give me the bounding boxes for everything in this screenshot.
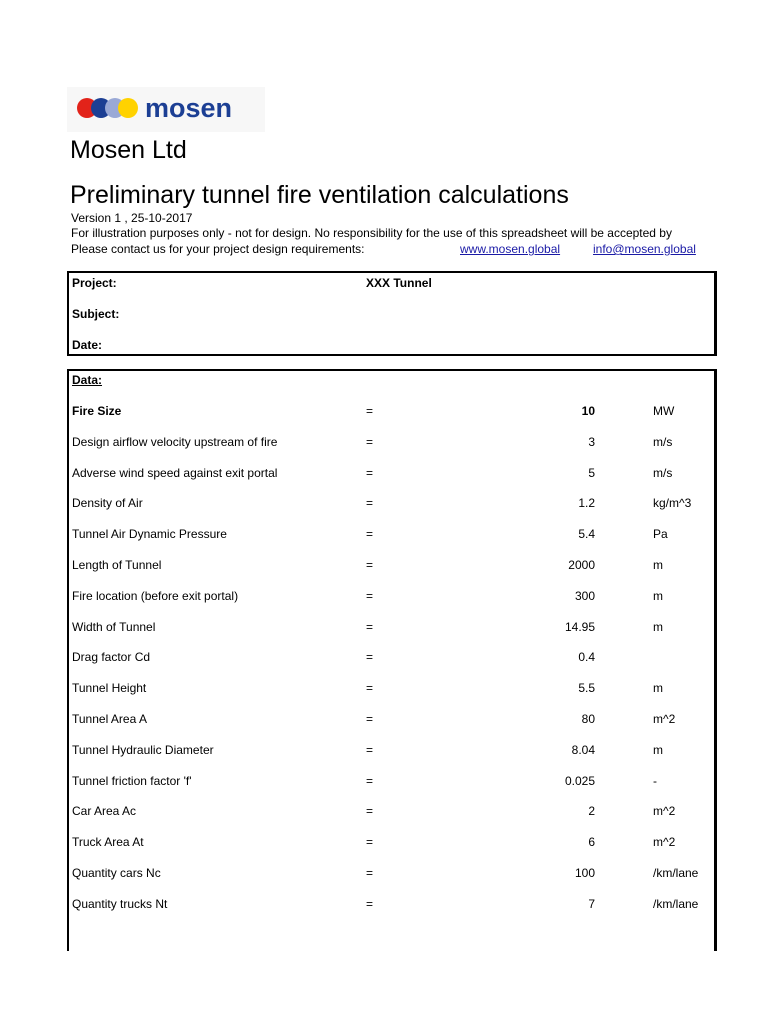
row-label: Width of Tunnel bbox=[72, 620, 156, 634]
row-equals: = bbox=[366, 774, 374, 788]
row-equals: = bbox=[366, 589, 374, 603]
row-equals: = bbox=[366, 558, 374, 572]
disclaimer-text: For illustration purposes only - not for design. No responsibility for the use of this spreadsheet will be accepted by bbox=[71, 226, 672, 240]
row-equals: = bbox=[366, 897, 374, 911]
row-unit: m bbox=[653, 558, 663, 572]
row-value[interactable]: 100 bbox=[574, 866, 595, 880]
row-unit: /km/lane bbox=[653, 866, 699, 880]
row-unit: m bbox=[653, 743, 663, 757]
row-value[interactable]: 0.4 bbox=[578, 650, 595, 664]
row-value[interactable]: 2 bbox=[588, 804, 595, 818]
row-equals: = bbox=[366, 804, 374, 818]
row-unit: m^2 bbox=[653, 804, 676, 818]
email-link[interactable]: info@mosen.global bbox=[593, 242, 696, 256]
row-equals: = bbox=[366, 835, 374, 849]
row-unit: Pa bbox=[653, 527, 668, 541]
date-label: Date: bbox=[72, 338, 103, 352]
mosen-logo bbox=[67, 87, 265, 132]
row-unit: m^2 bbox=[653, 712, 676, 726]
row-equals: = bbox=[366, 712, 374, 726]
row-unit: MW bbox=[653, 404, 675, 418]
row-equals: = bbox=[366, 435, 374, 449]
row-label: Quantity cars Nc bbox=[72, 866, 161, 880]
row-equals: = bbox=[366, 681, 374, 695]
row-value[interactable]: 10 bbox=[581, 404, 595, 418]
mosen-logo-graphic bbox=[67, 87, 265, 132]
row-label: Design airflow velocity upstream of fire bbox=[72, 435, 278, 449]
row-value[interactable]: 6 bbox=[588, 835, 595, 849]
row-value[interactable]: 14.95 bbox=[564, 620, 595, 634]
row-unit: m/s bbox=[653, 466, 673, 480]
row-label: Length of Tunnel bbox=[72, 558, 162, 572]
row-unit: m bbox=[653, 589, 663, 603]
row-label: Tunnel friction factor 'f' bbox=[72, 774, 192, 788]
row-equals: = bbox=[366, 527, 374, 541]
data-heading: Data: bbox=[72, 373, 103, 387]
row-label: Tunnel Area A bbox=[72, 712, 147, 726]
row-label: Fire location (before exit portal) bbox=[72, 589, 239, 603]
row-value[interactable]: 0.025 bbox=[564, 774, 595, 788]
row-unit: m^2 bbox=[653, 835, 676, 849]
contact-text: Please contact us for your project design requirements: bbox=[71, 242, 365, 256]
row-unit: /km/lane bbox=[653, 897, 699, 911]
logo-wordmark: mosen bbox=[145, 93, 233, 123]
row-value[interactable]: 5.4 bbox=[578, 527, 595, 541]
row-label: Tunnel Air Dynamic Pressure bbox=[72, 527, 227, 541]
row-equals: = bbox=[366, 650, 374, 664]
row-equals: = bbox=[366, 866, 374, 880]
row-value[interactable]: 300 bbox=[574, 589, 595, 603]
row-value[interactable]: 7 bbox=[588, 897, 595, 911]
row-unit: - bbox=[653, 774, 657, 788]
row-value[interactable]: 8.04 bbox=[571, 743, 595, 757]
row-label: Tunnel Height bbox=[72, 681, 147, 695]
row-label: Density of Air bbox=[72, 496, 143, 510]
row-label: Car Area Ac bbox=[72, 804, 137, 818]
row-equals: = bbox=[366, 620, 374, 634]
row-value[interactable]: 5 bbox=[588, 466, 595, 480]
project-label: Project: bbox=[72, 276, 117, 290]
logo-dot-yellow bbox=[118, 98, 138, 118]
row-unit: m bbox=[653, 620, 663, 634]
row-equals: = bbox=[366, 404, 374, 418]
subject-label: Subject: bbox=[72, 307, 120, 321]
row-label: Drag factor Cd bbox=[72, 650, 151, 664]
row-value[interactable]: 5.5 bbox=[578, 681, 595, 695]
page-title: Preliminary tunnel fire ventilation calculations bbox=[70, 181, 569, 209]
data-table bbox=[67, 369, 717, 951]
row-label: Adverse wind speed against exit portal bbox=[72, 466, 278, 480]
row-value[interactable]: 2000 bbox=[568, 558, 595, 572]
version-text: Version 1 , 25-10-2017 bbox=[71, 211, 193, 225]
company-name: Mosen Ltd bbox=[70, 136, 187, 164]
row-equals: = bbox=[366, 743, 374, 757]
project-value[interactable]: XXX Tunnel bbox=[366, 276, 432, 290]
row-value[interactable]: 3 bbox=[588, 435, 595, 449]
row-label: Fire Size bbox=[72, 404, 122, 418]
row-label: Truck Area At bbox=[72, 835, 144, 849]
row-value[interactable]: 1.2 bbox=[578, 496, 595, 510]
row-label: Tunnel Hydraulic Diameter bbox=[72, 743, 214, 757]
row-unit: kg/m^3 bbox=[653, 496, 692, 510]
project-info-box bbox=[67, 271, 717, 356]
row-label: Quantity trucks Nt bbox=[72, 897, 168, 911]
website-link[interactable]: www.mosen.global bbox=[460, 242, 561, 256]
row-unit: m/s bbox=[653, 435, 673, 449]
row-equals: = bbox=[366, 466, 374, 480]
row-unit: m bbox=[653, 681, 663, 695]
row-equals: = bbox=[366, 496, 374, 510]
row-value[interactable]: 80 bbox=[581, 712, 595, 726]
